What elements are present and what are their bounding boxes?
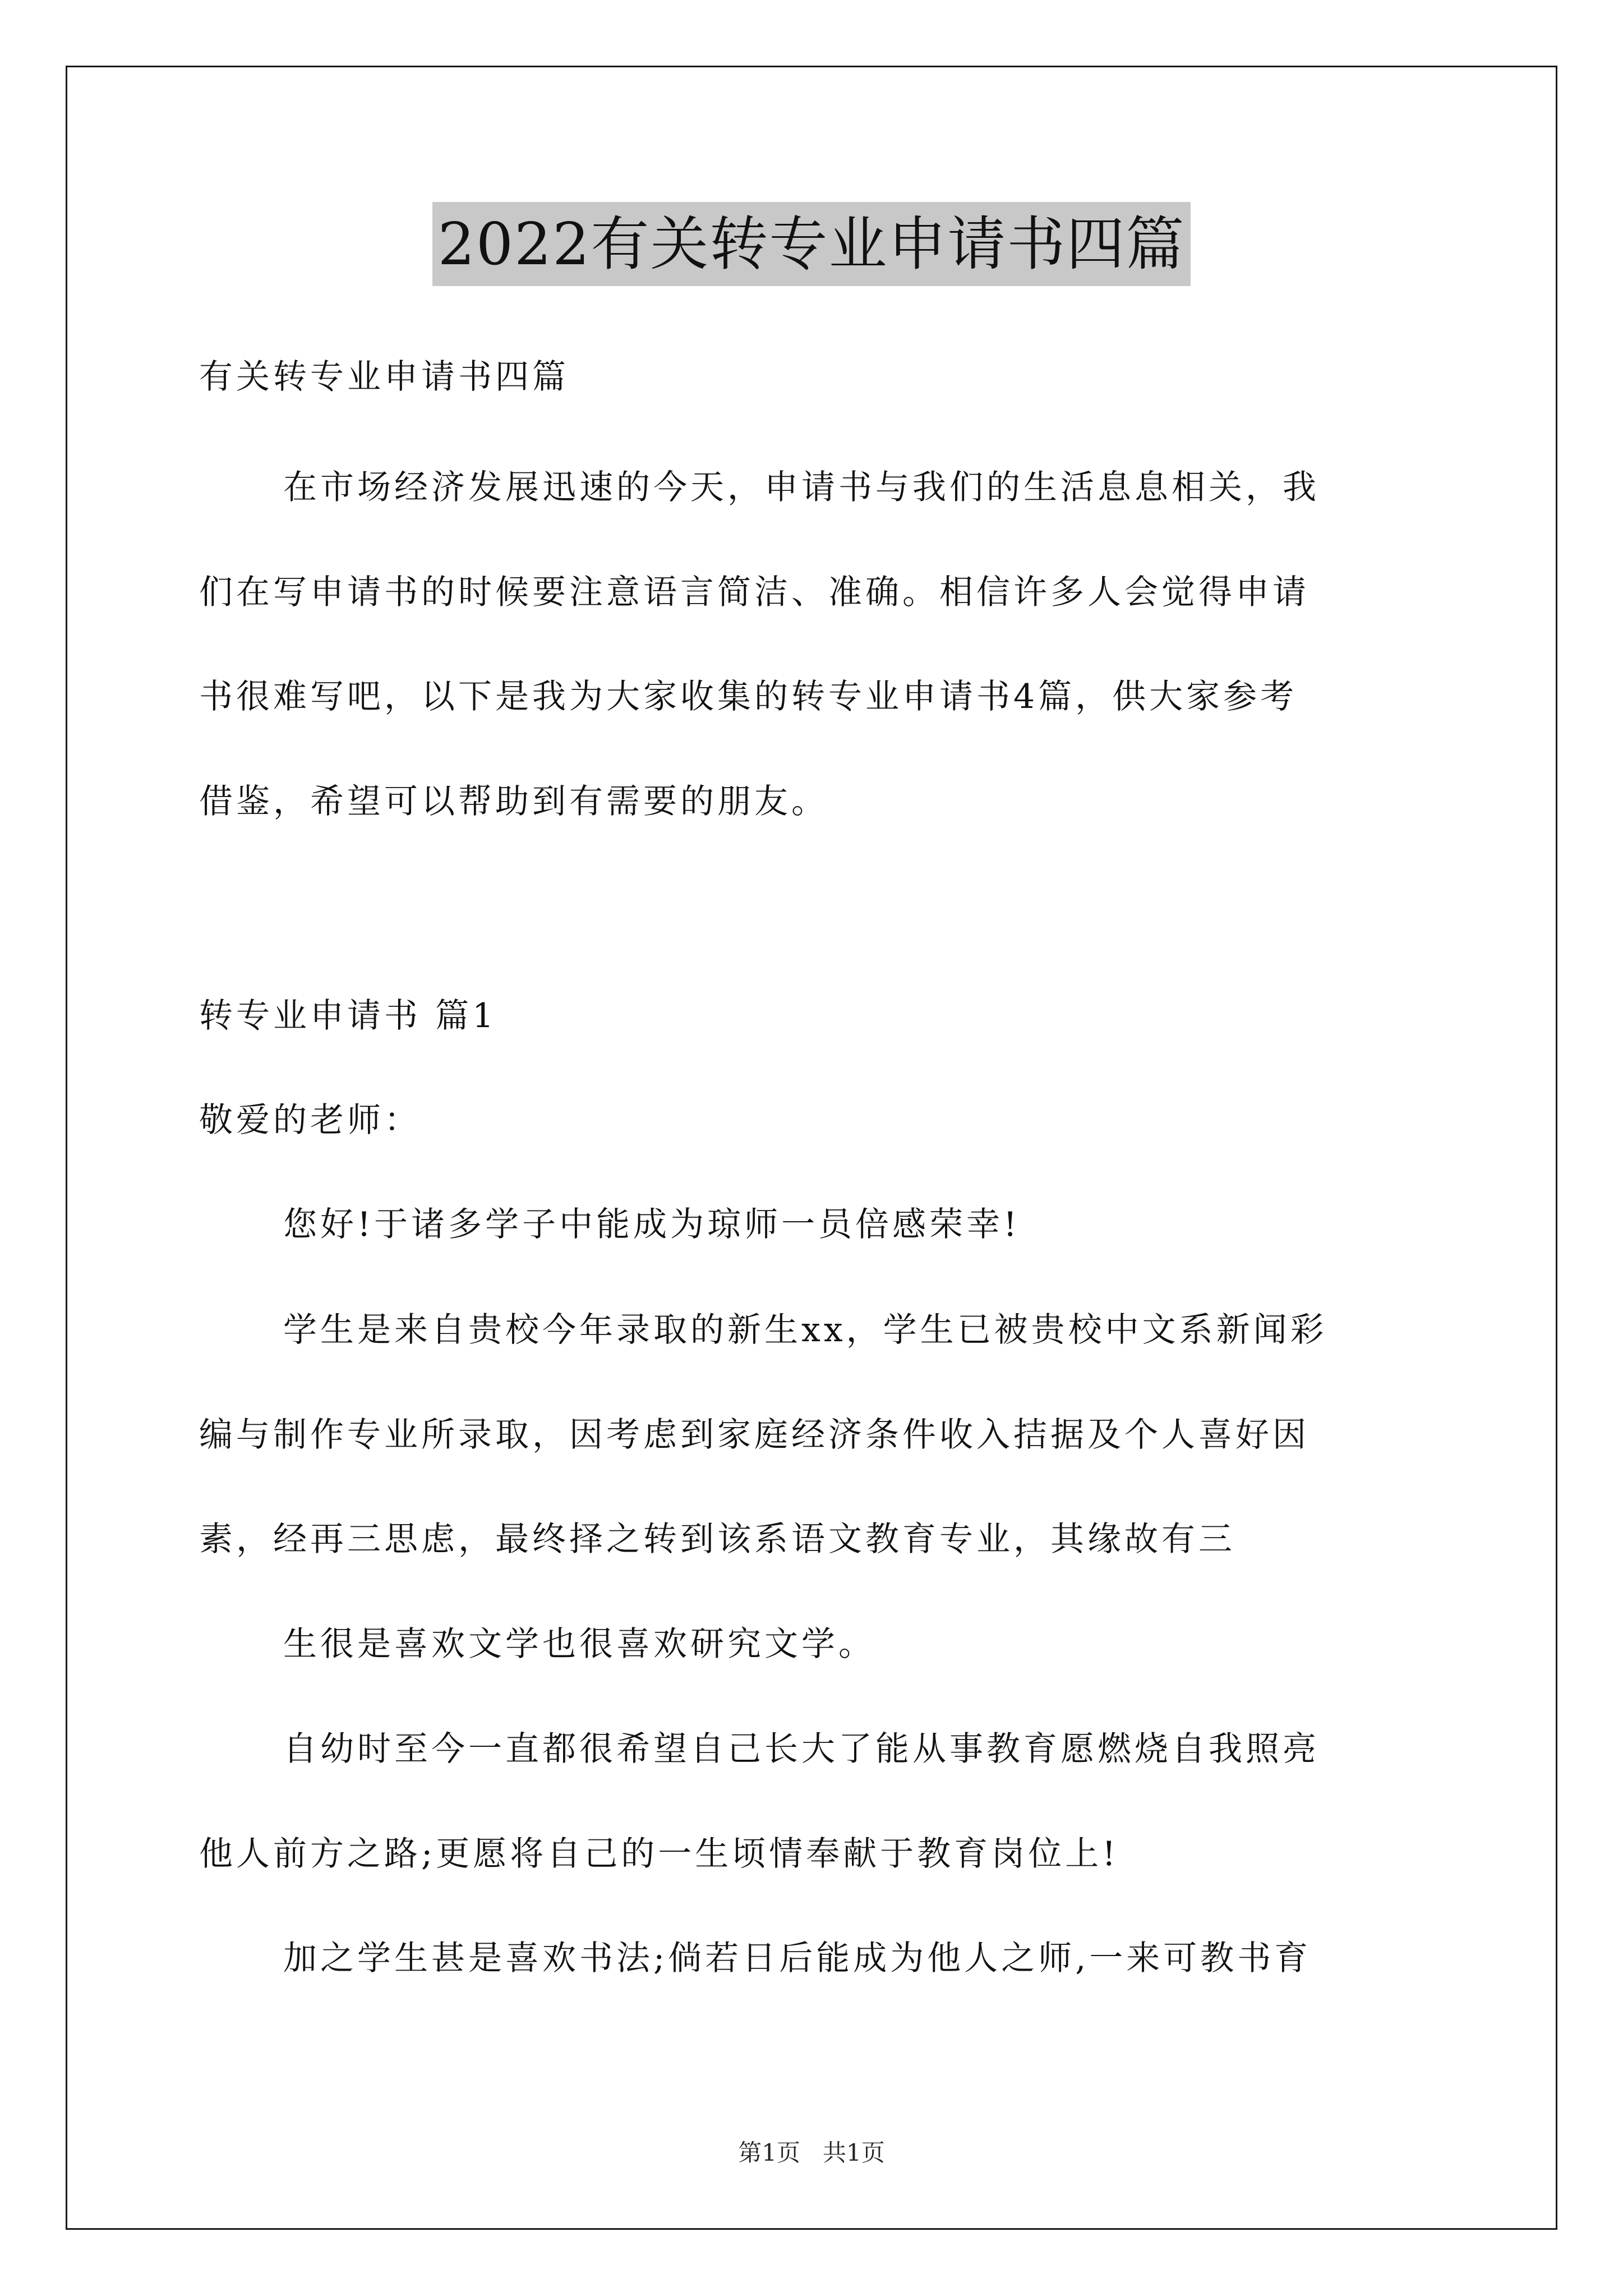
title-container (0, 202, 1623, 286)
greeting-line: 您好!于诸多学子中能成为琼师一员倍感荣幸! (283, 1205, 1021, 1244)
paragraph-line: 他人前方之路;更愿将自己的一生顷情奉献于教育岗位上! (199, 1834, 1119, 1874)
intro-line: 在市场经济发展迅速的今天，申请书与我们的生活息息相关，我 (283, 468, 1320, 507)
intro-line: 书很难写吧，以下是我为大家收集的转专业申请书4篇，供大家参考 (199, 677, 1298, 716)
page-number: 第1页 共1页 (738, 2139, 885, 2166)
intro-line: 们在写申请书的时候要注意语言简洁、准确。相信许多人会觉得申请 (199, 573, 1310, 612)
document-title: 2022有关转专业申请书四篇 (432, 202, 1191, 286)
section-heading: 转专业申请书 篇1 (199, 996, 497, 1036)
paragraph-line: 素，经再三思虑，最终择之转到该系语文教育专业，其缘故有三 (199, 1520, 1235, 1559)
paragraph-line: 自幼时至今一直都很希望自己长大了能从事教育愿燃烧自我照亮 (283, 1729, 1320, 1769)
paragraph-line: 学生是来自贵校今年录取的新生xx，学生已被贵校中文系新闻彩 (283, 1310, 1327, 1350)
salutation: 敬爱的老师： (199, 1101, 421, 1140)
paragraph-line: 加之学生甚是喜欢书法;倘若日后能成为他人之师,一来可教书育 (283, 1939, 1312, 1978)
paragraph-line: 编与制作专业所录取，因考虑到家庭经济条件收入拮据及个人喜好因 (199, 1415, 1310, 1455)
subtitle: 有关转专业申请书四篇 (199, 357, 569, 397)
intro-line: 借鉴，希望可以帮助到有需要的朋友。 (199, 782, 828, 821)
paragraph-line: 生很是喜欢文学也很喜欢研究文学。 (283, 1625, 875, 1664)
